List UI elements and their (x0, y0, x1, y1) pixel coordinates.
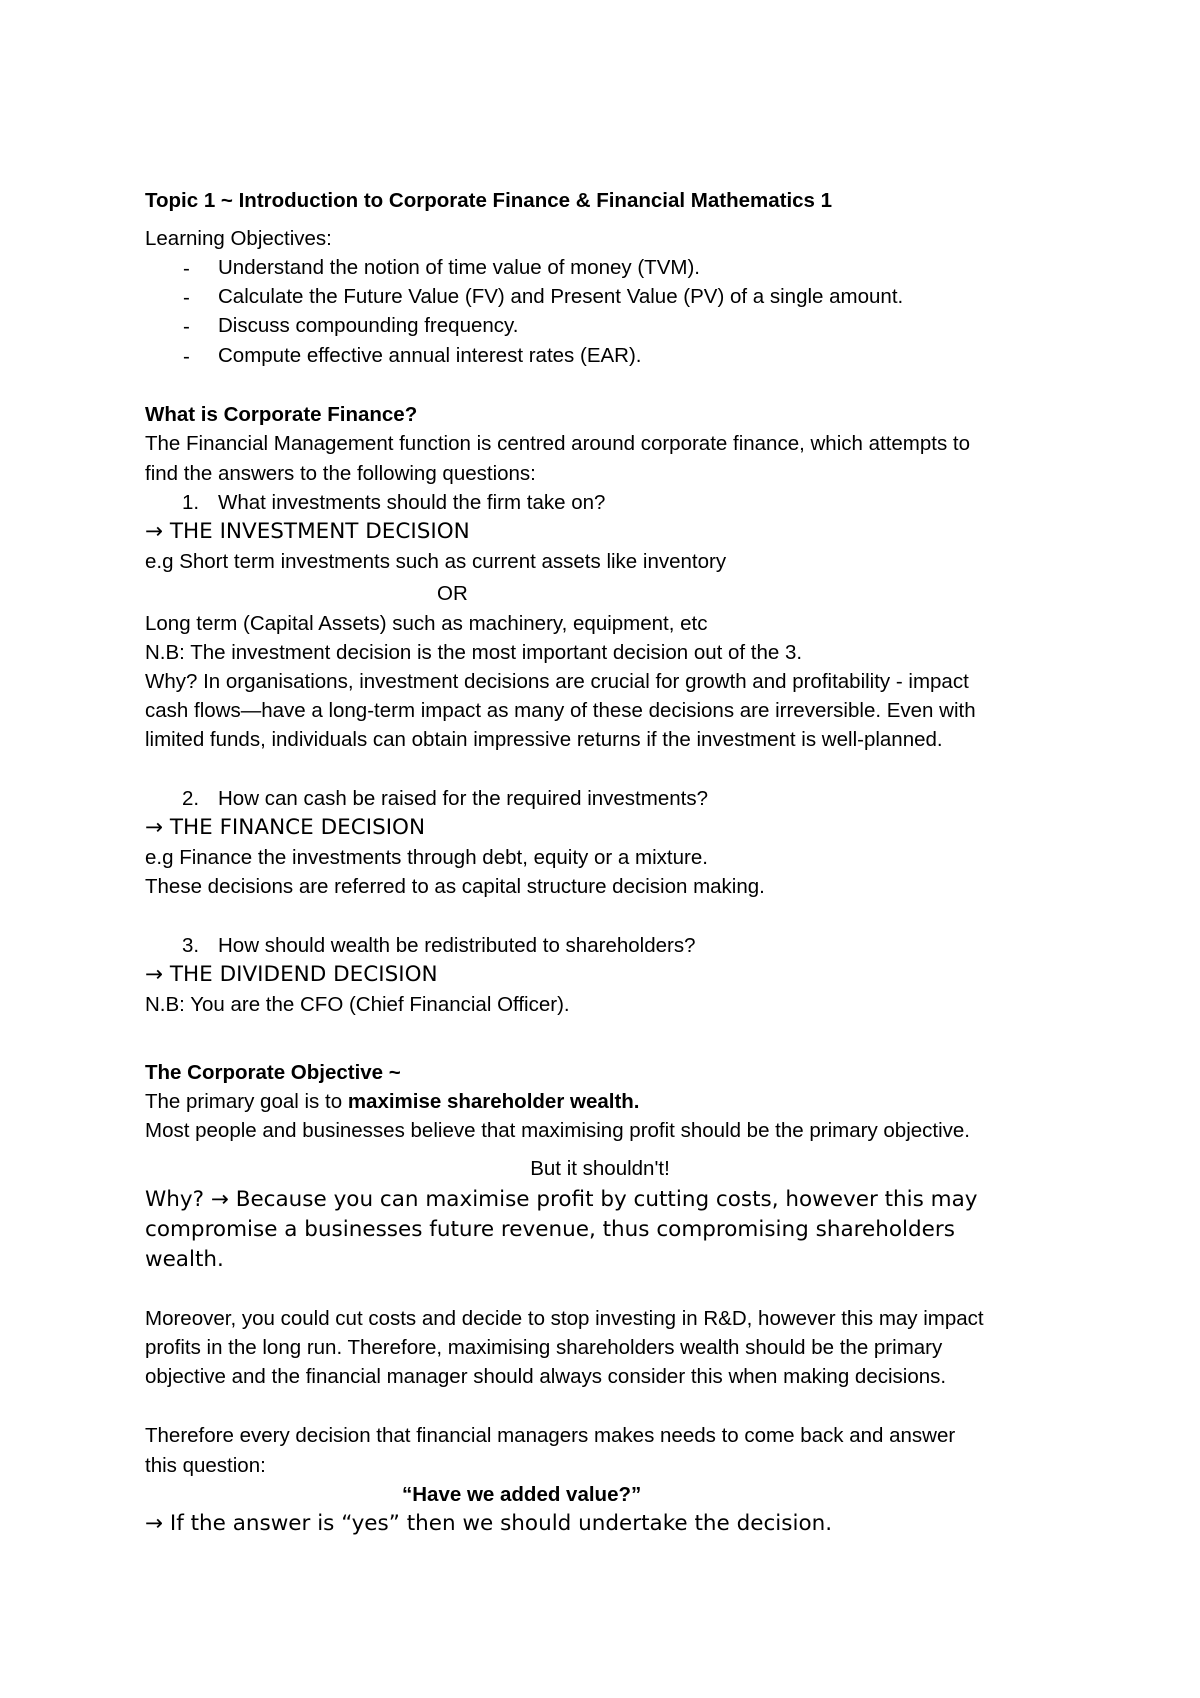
paragraph-line: Most people and businesses believe that maximising profit should be the primary objective. (145, 1119, 970, 1142)
key-question: “Have we added value?” (402, 1483, 642, 1506)
why-line: compromise a businesses future revenue, thus compromising shareholders (145, 1217, 955, 1242)
paragraph-line: cash flows—have a long-term impact as many of these decisions are irreversible. Even with (145, 699, 976, 722)
objective-item: Calculate the Future Value (FV) and Present Value (PV) of a single amount. (218, 285, 904, 308)
question-item: What investments should the firm take on? (218, 491, 606, 514)
list-number: 2. (182, 787, 200, 810)
goal-emphasis: maximise shareholder wealth. (347, 1090, 640, 1113)
paragraph-line: N.B: You are the CFO (Chief Financial Officer). (145, 993, 570, 1016)
paragraph-line: Moreover, you could cut costs and decide to stop investing in R&D, however this may impact (145, 1307, 984, 1330)
paragraph-line: limited funds, individuals can obtain impressive returns if the investment is well-planned. (145, 728, 943, 751)
document-title: Topic 1 ~ Introduction to Corporate Finance & Financial Mathematics 1 (145, 189, 833, 212)
corporate-objective-heading: The Corporate Objective ~ (145, 1061, 401, 1084)
goal-line (145, 1092, 640, 1113)
paragraph-line: N.B: The investment decision is the most important decision out of the 3. (145, 641, 803, 664)
objective-item: Discuss compounding frequency. (218, 314, 519, 337)
decision-heading: → THE INVESTMENT DECISION (145, 519, 470, 544)
paragraph-line: objective and the financial manager should always consider this when making decisions. (145, 1365, 947, 1388)
or-label: OR (437, 582, 468, 605)
paragraph-line: profits in the long run. Therefore, maximising shareholders wealth should be the primary (145, 1336, 943, 1359)
paragraph-line: this question: (145, 1454, 266, 1477)
paragraph-line: e.g Finance the investments through debt, equity or a mixture. (145, 846, 708, 869)
paragraph-line: Long term (Capital Assets) such as machinery, equipment, etc (145, 612, 708, 635)
answer-line: → If the answer is “yes” then we should undertake the decision. (145, 1511, 833, 1536)
question-item: How can cash be raised for the required investments? (218, 787, 708, 810)
paragraph-line: Therefore every decision that financial managers makes needs to come back and answer (145, 1424, 956, 1447)
paragraph-line: find the answers to the following questions: (145, 462, 536, 485)
paragraph-line: e.g Short term investments such as current assets like inventory (145, 550, 727, 573)
paragraph-line: Why? In organisations, investment decisions are crucial for growth and profitability - impact (145, 670, 969, 693)
list-number: 3. (182, 934, 200, 957)
bullet-dash: - (183, 257, 190, 280)
corporate-finance-heading: What is Corporate Finance? (145, 403, 418, 426)
paragraph-line: The Financial Management function is centred around corporate finance, which attempts to (145, 432, 971, 455)
why-line: wealth. (145, 1247, 224, 1272)
learning-objectives-heading: Learning Objectives: (145, 227, 332, 250)
list-number: 1. (182, 491, 200, 514)
objective-item: Understand the notion of time value of money (TVM). (218, 256, 700, 279)
decision-heading: → THE DIVIDEND DECISION (145, 962, 438, 987)
but-line: But it shouldn't! (530, 1157, 670, 1180)
paragraph-line: These decisions are referred to as capital structure decision making. (145, 875, 765, 898)
goal-prefix: The primary goal is to (145, 1090, 348, 1113)
bullet-dash: - (183, 315, 190, 338)
question-item: How should wealth be redistributed to shareholders? (218, 934, 696, 957)
decision-heading: → THE FINANCE DECISION (145, 815, 426, 840)
objective-item: Compute effective annual interest rates (EAR). (218, 344, 642, 367)
bullet-dash: - (183, 345, 190, 368)
bullet-dash: - (183, 286, 190, 309)
why-line: Why? → Because you can maximise profit by cutting costs, however this may (145, 1187, 978, 1212)
